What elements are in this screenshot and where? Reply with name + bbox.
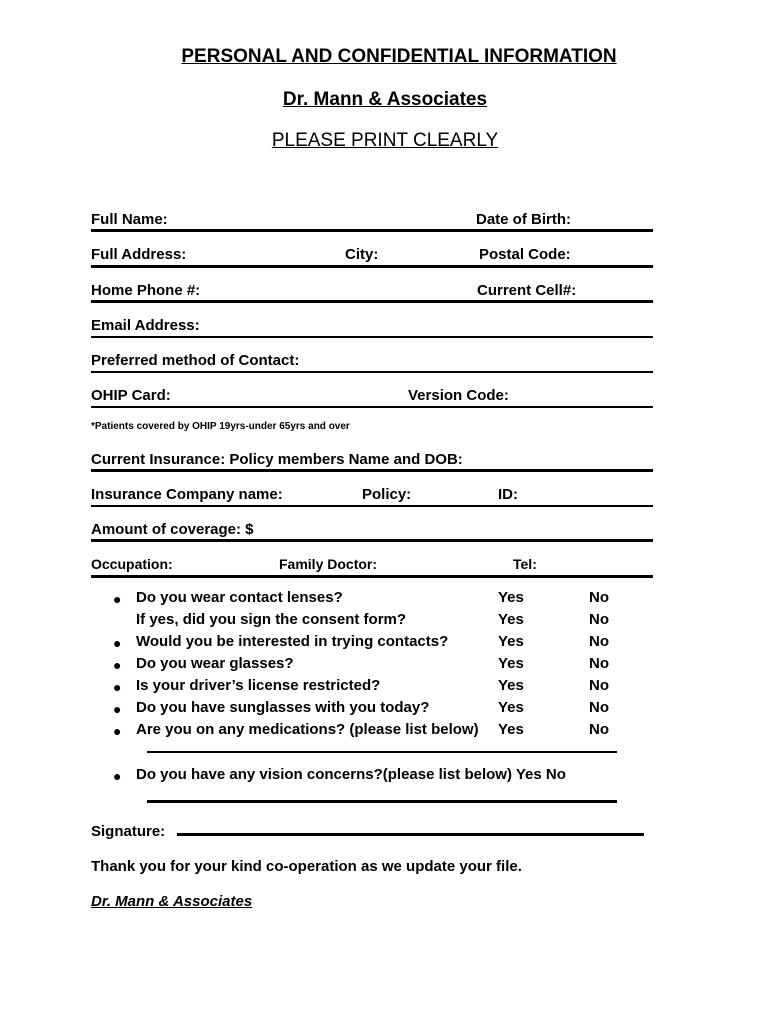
vision-question: Do you have any vision concerns?(please list below) Yes No — [136, 766, 566, 783]
ohip-note: *Patients covered by OHIP 19yrs-under 65yrs and over — [91, 421, 350, 432]
no-option[interactable]: No — [589, 589, 609, 606]
bullet-icon: ● — [113, 768, 122, 784]
version-code-label: Version Code: — [408, 387, 509, 404]
signature-label: Signature: — [91, 823, 166, 840]
medications-line[interactable] — [147, 751, 617, 753]
bullet-icon: ● — [113, 591, 122, 607]
preferred-contact-line[interactable] — [91, 371, 653, 373]
id-label: ID: — [498, 486, 518, 503]
yes-option[interactable]: Yes — [498, 655, 524, 672]
insurance-company-line[interactable] — [91, 505, 653, 507]
ohip-label: OHIP Card: — [91, 387, 171, 404]
home-phone-label: Home Phone #: — [91, 282, 201, 299]
dob-label: Date of Birth: — [476, 211, 571, 228]
question-text: Do you wear contact lenses? — [136, 589, 343, 606]
no-option[interactable]: No — [589, 699, 609, 716]
current-insurance-line[interactable] — [91, 469, 653, 472]
email-label: Email Address: — [91, 317, 200, 334]
insurance-company-label: Insurance Company name: — [91, 486, 283, 503]
print-instruction: PLEASE PRINT CLEARLY — [271, 130, 499, 151]
sign-off: Dr. Mann & Associates — [91, 893, 253, 910]
yes-option[interactable]: Yes — [498, 677, 524, 694]
occupation-label: Occupation: — [91, 556, 173, 572]
email-line[interactable] — [91, 336, 653, 338]
yes-option[interactable]: Yes — [498, 611, 524, 628]
family-doctor-label: Family Doctor: — [279, 556, 378, 572]
bullet-icon: ● — [113, 723, 122, 739]
yes-option[interactable]: Yes — [498, 589, 524, 606]
bullet-icon: ● — [113, 679, 122, 695]
address-line[interactable] — [91, 265, 653, 268]
yes-option[interactable]: Yes — [498, 699, 524, 716]
question-text: Would you be interested in trying contacts? — [136, 633, 449, 650]
yes-option[interactable]: Yes — [498, 721, 524, 738]
bullet-icon: ● — [113, 657, 122, 673]
question-text: Do you wear glasses? — [136, 655, 294, 672]
question-text: Do you have sunglasses with you today? — [136, 699, 430, 716]
cell-label: Current Cell#: — [477, 282, 577, 299]
no-option[interactable]: No — [589, 721, 609, 738]
tel-label: Tel: — [513, 556, 537, 572]
coverage-label: Amount of coverage: $ — [91, 521, 254, 538]
city-label: City: — [345, 246, 379, 263]
no-option[interactable]: No — [589, 611, 609, 628]
thank-you-text: Thank you for your kind co-operation as we update your file. — [91, 858, 522, 875]
practice-name: Dr. Mann & Associates — [282, 89, 488, 110]
current-insurance-label: Current Insurance: Policy members Name and DOB: — [91, 451, 463, 468]
bullet-icon: ● — [113, 635, 122, 651]
ohip-line[interactable] — [91, 406, 653, 408]
coverage-line[interactable] — [91, 539, 653, 542]
policy-label: Policy: — [362, 486, 412, 503]
question-text: If yes, did you sign the consent form? — [136, 611, 407, 628]
form-title: PERSONAL AND CONFIDENTIAL INFORMATION — [181, 46, 617, 67]
full-name-line[interactable] — [91, 229, 653, 232]
bullet-icon: ● — [113, 701, 122, 717]
no-option[interactable]: No — [589, 655, 609, 672]
full-name-label: Full Name: — [91, 211, 168, 228]
address-label: Full Address: — [91, 246, 187, 263]
no-option[interactable]: No — [589, 677, 609, 694]
no-option[interactable]: No — [589, 633, 609, 650]
question-text: Are you on any medications? (please list below) — [136, 721, 479, 738]
preferred-contact-label: Preferred method of Contact: — [91, 352, 300, 369]
yes-option[interactable]: Yes — [498, 633, 524, 650]
occupation-line[interactable] — [91, 575, 653, 578]
question-text: Is your driver’s license restricted? — [136, 677, 381, 694]
postal-code-label: Postal Code: — [479, 246, 571, 263]
signature-line[interactable] — [177, 833, 644, 836]
phone-line[interactable] — [91, 300, 653, 303]
vision-line[interactable] — [147, 800, 617, 803]
